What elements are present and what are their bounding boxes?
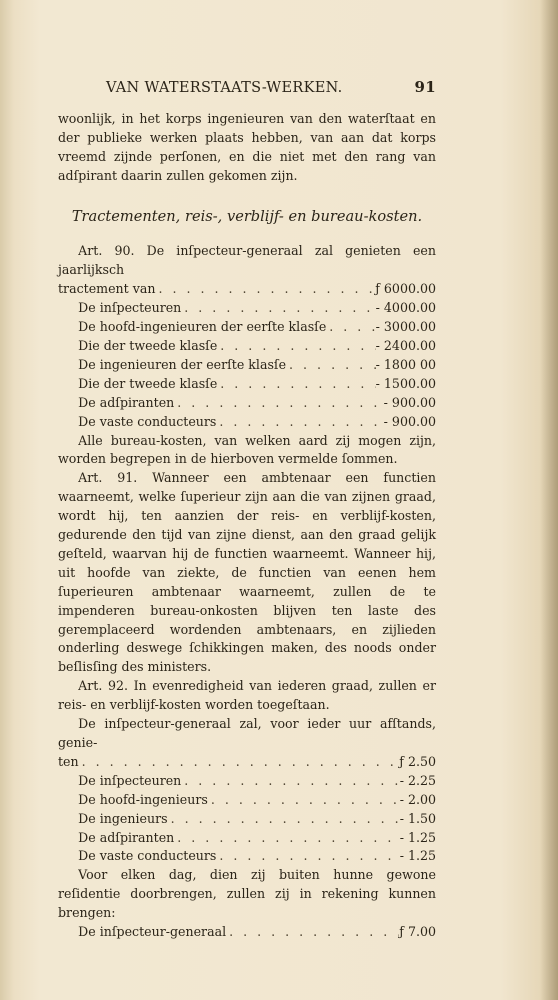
row-label: Die der tweede klasſe [78,375,218,391]
dot-leader [181,299,375,318]
art92-text3: Voor elken dag, dien zij buiten hunne gewone reſidentie doorbrengen, zullen zij in rekening kunnen brengen: [58,867,436,921]
page-text [58,78,436,942]
row-value: - 2400.00 [375,337,436,353]
art92-row-last [58,923,436,942]
art92-text2: De inſpecteur-generaal zal, voor ieder uur afſtands, genie- [58,716,436,750]
dot-leader [226,923,399,942]
row-label: De vaste conducteurs [78,848,217,864]
row-label: De hoofd-ingenieuren der eerſte klasſe [78,319,327,335]
dot-leader [168,810,400,829]
dot-leader [79,753,400,772]
dot-leader [217,337,375,356]
row-value: - 900.00 [383,413,436,429]
row-value: - 2.00 [399,791,436,807]
row-label: De vaste conducteurs [78,413,217,429]
list-item [58,375,436,394]
list-item [58,394,436,413]
row-label: De ingenieuren der eerſte klasſe [78,356,287,372]
list-item [58,772,436,791]
row-label: De adſpiranten [78,394,175,410]
section-heading: Tractementen, reis-, verblijf- en bureau-kosten. [71,207,423,225]
row-value: ƒ 2.50 [399,753,436,769]
row-label: tractement van [58,281,156,297]
art90-salary-list [58,299,436,431]
running-header [58,78,436,98]
row-value: - 4000.00 [375,300,436,316]
page-spine-shadow [540,0,558,1000]
list-item [58,847,436,866]
row-label: De inſpecteur-generaal [78,924,227,940]
row-value: - 1.25 [399,829,436,845]
dot-leader [286,356,376,375]
row-value: - 900.00 [383,394,436,410]
list-item [58,337,436,356]
dot-leader [208,791,400,810]
dot-leader [181,772,399,791]
row-value: - 1800 00 [375,356,436,372]
row-label: De ingenieurs [78,810,168,826]
row-value: - 1.25 [399,848,436,864]
row-value: - 1500.00 [375,375,436,391]
row-value: - 2.25 [399,772,436,788]
dot-leader [216,413,383,432]
art92-row-first [58,753,436,772]
row-value: - 1.50 [399,810,436,826]
art92-text: Art. 92. In evenredigheid van iederen graad, zullen er reis- en verblijf-kosten worden toegeſtaan. [58,678,436,713]
page-number: 91 [414,78,436,96]
row-value: ƒ 6000.00 [375,281,436,297]
list-item [58,810,436,829]
list-item [58,356,436,375]
list-item [58,318,436,337]
art90-text: Art. 90. De inſpecteur-generaal zal genieten een jaarlijksch [58,243,436,278]
dot-leader [326,318,375,337]
row-label: De inſpecteuren [78,300,182,316]
dot-leader [216,847,399,866]
list-item [58,791,436,810]
row-label: De hoofd-ingenieurs [78,791,208,807]
row-label: De adſpiranten [78,829,175,845]
dot-leader [217,375,375,394]
art90-row-first [58,280,436,299]
art92-travel-list [58,772,436,867]
list-item [58,299,436,318]
art90-closing: Alle bureau-kosten, van welken aard zij mogen zijn, worden begrepen in de hierboven vermelde ſommen. [58,432,436,467]
intro-paragraph: woonlijk, in het korps ingenieuren van den waterſtaat en der publieke werken plaats hebben, van aan dat korps vreemd zijnde perſonen, en die niet met den rang van adſpirant daarin zullen gekomen zijn. [58,110,436,183]
row-label: De inſpecteuren [78,772,182,788]
row-label: Die der tweede klasſe [78,337,218,353]
list-item [58,413,436,432]
running-title: VAN WATERSTAATS-WERKEN. [106,80,343,96]
row-value: - 3000.00 [375,319,436,335]
row-label: ten [58,753,79,769]
dot-leader [174,829,399,848]
art91-text: Art. 91. Wanneer een ambtenaar een functien waarneemt, welke ſuperieur zijn aan die van zijnen graad, wordt hij, ten aanzien der reis- en verblijf-kosten, gedurende den tijd van zijne dienst, aan den graad gelijk geſteld, waarvan hij de functien waarneemt. Wanneer hij, uit hoofde van ziekte, de functien van eenen hem ſuperieuren ambtenaar waarneemt, zullen de te impenderen bureau-onkosten blijven ten laste des geremplaceerd wordenden ambtenaars, en zijlieden onderling deswege ſchikkingen maken, des noods onder beſlisſing des ministers. [58,470,436,675]
row-value: ƒ 7.00 [399,924,436,940]
list-item [58,829,436,848]
dot-leader [174,394,383,413]
dot-leader [155,280,375,299]
